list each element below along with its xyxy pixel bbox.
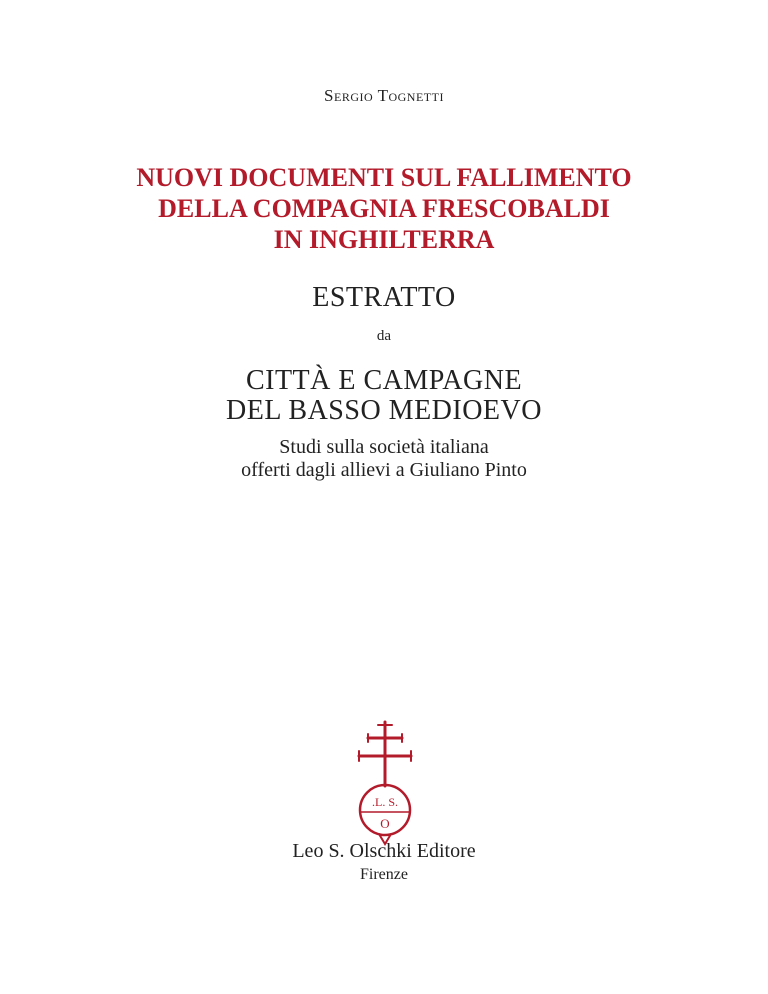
subtitle-line: offerti dagli allievi a Giuliano Pinto — [241, 459, 527, 481]
book-subtitle — [0, 436, 768, 482]
title-line: IN INGHILTERRA — [273, 225, 495, 254]
book-title-line: DEL BASSO MEDIOEVO — [226, 395, 542, 426]
olschki-cross-seal-icon — [335, 718, 435, 848]
publisher-name: Leo S. Olschki Editore — [292, 840, 476, 862]
title-line: DELLA COMPAGNIA FRESCOBALDI — [158, 194, 610, 223]
seal-letter-bottom: O — [380, 816, 390, 831]
book-title — [0, 366, 768, 426]
article-title — [0, 162, 768, 255]
subtitle-line: Studi sulla società italiana — [279, 436, 489, 458]
author-name: Sergio Tognetti — [324, 86, 444, 105]
from-label: da — [376, 328, 392, 344]
book-title-line: CITTÀ E CAMPAGNE — [245, 365, 523, 396]
publisher-city: Firenze — [360, 866, 408, 883]
extract-label: ESTRATTO — [312, 282, 456, 313]
seal-letters-top: .L. S. — [371, 795, 399, 809]
title-line: NUOVI DOCUMENTI SUL FALLIMENTO — [136, 163, 632, 192]
